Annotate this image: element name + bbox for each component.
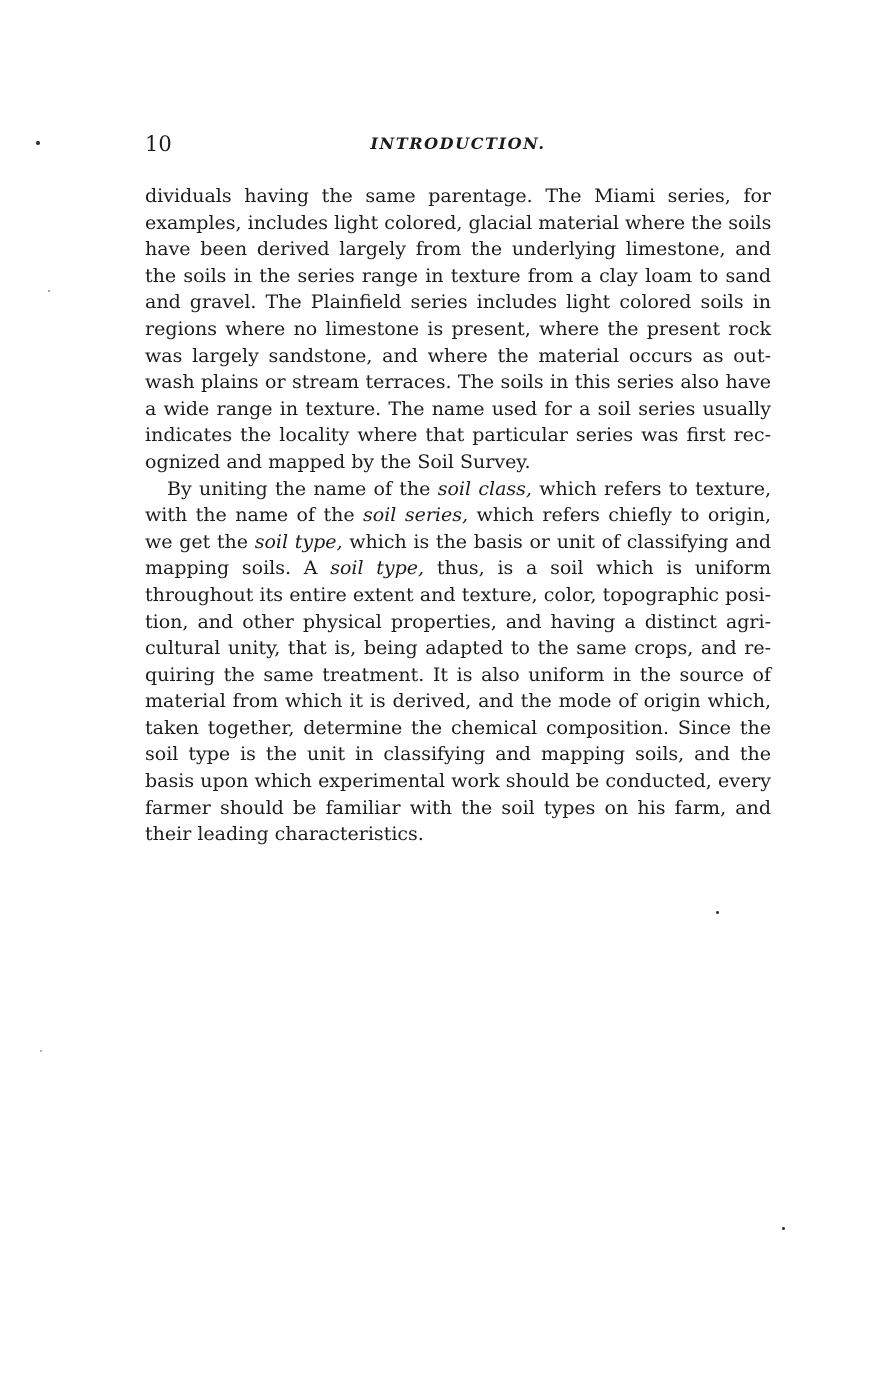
scan-speck bbox=[782, 1227, 785, 1230]
italic-term: soil type, bbox=[330, 557, 425, 580]
text-line: taken together, determine the chemical composition. Since the bbox=[145, 716, 771, 739]
text-line: quiring the same treatment. It is also uniform in the source of bbox=[145, 663, 771, 686]
text-run: mapping soils. A bbox=[145, 557, 331, 580]
text-line: tion, and other physical properties, and having a distinct agri- bbox=[145, 610, 771, 633]
text-line: soil type is the unit in classifying and mapping soils, and the bbox=[145, 743, 771, 766]
scan-speck bbox=[48, 290, 50, 292]
text-line: wash plains or stream terraces. The soils in this series also have bbox=[145, 371, 771, 394]
scan-speck bbox=[36, 141, 40, 145]
text-line: and gravel. The Plainfield series includes light colored soils in bbox=[145, 291, 771, 314]
text-line: a wide range in texture. The name used for a soil series usually bbox=[145, 397, 771, 420]
body-text bbox=[145, 183, 771, 848]
text-line: farmer should be familiar with the soil types on his farm, and bbox=[145, 796, 771, 819]
text-line: was largely sandstone, and where the material occurs as out- bbox=[145, 344, 771, 367]
paragraph-1 bbox=[145, 183, 771, 476]
running-title: INTRODUCTION. bbox=[370, 134, 546, 153]
text-line bbox=[145, 529, 771, 556]
text-run: thus, is a soil which is uniform bbox=[424, 557, 772, 580]
text-line: examples, includes light colored, glacial material where the soils bbox=[145, 211, 772, 234]
italic-term: soil class, bbox=[437, 477, 532, 500]
text-line: dividuals having the same parentage. The Miami series, for bbox=[145, 185, 771, 207]
text-line bbox=[145, 502, 771, 529]
text-run: with the name of the bbox=[145, 504, 364, 527]
text-line: cultural unity, that is, being adapted to the same crops, and re- bbox=[145, 637, 771, 660]
text-line: ognized and mapped by the Soil Survey. bbox=[145, 450, 531, 473]
text-run: we get the bbox=[145, 530, 255, 553]
running-head bbox=[145, 130, 771, 158]
text-run: By uniting the name of the bbox=[167, 477, 438, 500]
text-line: indicates the locality where that particular series was first rec- bbox=[145, 424, 771, 447]
italic-term: soil series, bbox=[363, 504, 469, 527]
text-line: regions where no limestone is present, where the present rock bbox=[145, 317, 771, 340]
page-number: 10 bbox=[145, 132, 172, 156]
text-line bbox=[145, 555, 771, 582]
text-line: material from which it is derived, and the mode of origin which, bbox=[145, 690, 771, 713]
text-run: which is the basis or unit of classifying and bbox=[342, 530, 772, 553]
text-run: which refers chiefly to origin, bbox=[468, 504, 771, 527]
text-line: basis upon which experimental work should be conducted, every bbox=[145, 770, 771, 793]
text-line: their leading characteristics. bbox=[145, 823, 424, 846]
italic-term: soil type, bbox=[254, 530, 343, 553]
scan-speck bbox=[40, 1050, 42, 1052]
paragraph-2 bbox=[145, 476, 771, 848]
text-line: the soils in the series range in texture from a clay loam to sand bbox=[145, 264, 771, 287]
text-run: which refers to texture, bbox=[531, 477, 772, 500]
text-line: have been derived largely from the underlying limestone, and bbox=[145, 238, 771, 261]
scan-speck bbox=[716, 911, 719, 914]
text-line: throughout its entire extent and texture, color, topographic posi- bbox=[145, 583, 771, 606]
text-line bbox=[145, 476, 771, 503]
